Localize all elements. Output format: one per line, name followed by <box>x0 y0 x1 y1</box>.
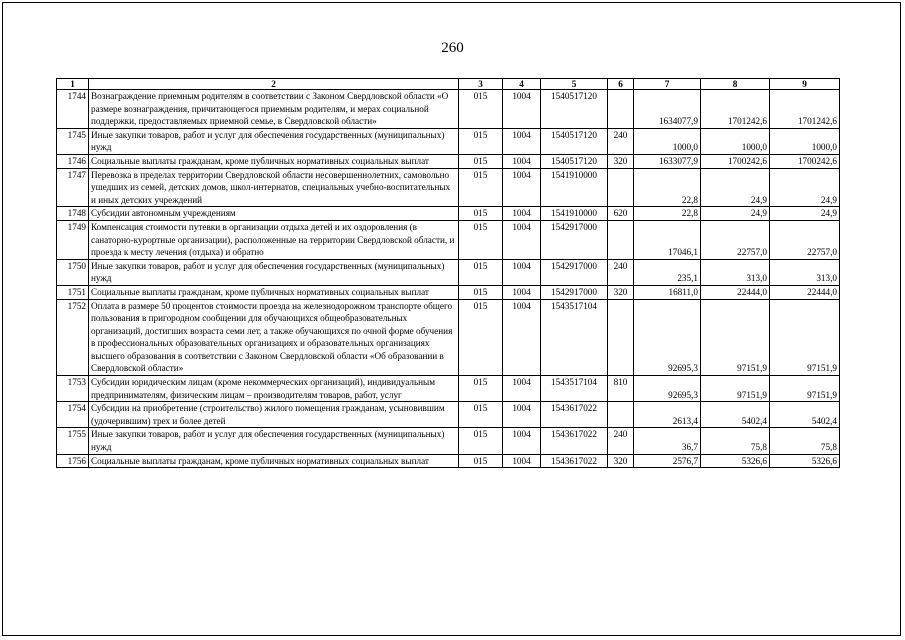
amount-col7-cell: 92695,3 <box>634 376 701 402</box>
department-code-cell: 015 <box>459 299 503 376</box>
section-code-cell: 1004 <box>503 220 541 259</box>
description-cell: Оплата в размере 50 процентов стоимости проезда на железнодорожном транспорте общего пользования в пригородном сообщении для обучающихся общеобразовательных организаций, достигших возраста семи лет, а также обучающихся по очной форме обучения в профессиональных образовательных организациях и образовательных организациях высшего образования в соответствии с Законом Свердловской области «Об образовании в Свердловской области» <box>89 299 459 376</box>
target-article-cell: 1543617022 <box>541 428 608 454</box>
amount-col7-cell: 2613,4 <box>634 402 701 428</box>
column-header: 2 <box>89 79 459 90</box>
expense-type-cell: 620 <box>608 207 634 221</box>
amount-col7-cell: 22,8 <box>634 207 701 221</box>
expense-type-cell <box>608 220 634 259</box>
column-header: 1 <box>57 79 89 90</box>
description-cell: Субсидии на приобретение (строительство) жилого помещения гражданам, усыновившим (удочерившим) трех и более детей <box>89 402 459 428</box>
description-cell: Субсидии юридическим лицам (кроме некоммерческих организаций), индивидуальным предпринимателям, физическим лицам – производителям товаров, работ, услуг <box>89 376 459 402</box>
description-cell: Иные закупки товаров, работ и услуг для обеспечения государственных (муниципальных) нужд <box>89 428 459 454</box>
department-code-cell: 015 <box>459 259 503 285</box>
table-row <box>57 454 840 468</box>
expense-type-cell: 320 <box>608 285 634 299</box>
target-article-cell: 1543517104 <box>541 299 608 376</box>
description-cell: Субсидии автономным учреждениям <box>89 207 459 221</box>
amount-col7-cell: 16811,0 <box>634 285 701 299</box>
section-code-cell: 1004 <box>503 285 541 299</box>
page-number: 260 <box>441 40 464 56</box>
department-code-cell: 015 <box>459 154 503 168</box>
amount-col8-cell: 313,0 <box>701 259 770 285</box>
column-header: 8 <box>701 79 770 90</box>
row-number-cell: 1744 <box>57 90 89 129</box>
target-article-cell: 1542917000 <box>541 220 608 259</box>
amount-col8-cell: 22757,0 <box>701 220 770 259</box>
row-number-cell: 1751 <box>57 285 89 299</box>
amount-col8-cell: 97151,9 <box>701 299 770 376</box>
description-cell: Социальные выплаты гражданам, кроме публичных нормативных социальных выплат <box>89 454 459 468</box>
expense-type-cell: 320 <box>608 154 634 168</box>
table-row <box>57 207 840 221</box>
budget-table <box>56 78 840 468</box>
amount-col9-cell: 24,9 <box>770 168 840 207</box>
section-code-cell: 1004 <box>503 154 541 168</box>
column-header: 9 <box>770 79 840 90</box>
row-number-cell: 1745 <box>57 128 89 154</box>
amount-col9-cell: 1700242,6 <box>770 154 840 168</box>
amount-col9-cell: 5402,4 <box>770 402 840 428</box>
amount-col9-cell: 22757,0 <box>770 220 840 259</box>
target-article-cell: 1542917000 <box>541 285 608 299</box>
section-code-cell: 1004 <box>503 90 541 129</box>
expense-type-cell <box>608 299 634 376</box>
table-row <box>57 168 840 207</box>
section-code-cell: 1004 <box>503 376 541 402</box>
amount-col7-cell: 22,8 <box>634 168 701 207</box>
amount-col9-cell: 313,0 <box>770 259 840 285</box>
amount-col8-cell: 22444,0 <box>701 285 770 299</box>
row-number-cell: 1753 <box>57 376 89 402</box>
row-number-cell: 1746 <box>57 154 89 168</box>
amount-col8-cell: 97151,9 <box>701 376 770 402</box>
amount-col9-cell: 97151,9 <box>770 299 840 376</box>
section-code-cell: 1004 <box>503 402 541 428</box>
department-code-cell: 015 <box>459 90 503 129</box>
amount-col9-cell: 24,9 <box>770 207 840 221</box>
expense-type-cell: 240 <box>608 428 634 454</box>
expense-type-cell: 240 <box>608 128 634 154</box>
amount-col7-cell: 235,1 <box>634 259 701 285</box>
section-code-cell: 1004 <box>503 168 541 207</box>
amount-col8-cell: 24,9 <box>701 207 770 221</box>
amount-col9-cell: 5326,6 <box>770 454 840 468</box>
target-article-cell: 1543617022 <box>541 454 608 468</box>
amount-col8-cell: 1701242,6 <box>701 90 770 129</box>
section-code-cell: 1004 <box>503 259 541 285</box>
department-code-cell: 015 <box>459 402 503 428</box>
section-code-cell: 1004 <box>503 207 541 221</box>
amount-col8-cell: 5402,4 <box>701 402 770 428</box>
description-cell: Компенсация стоимости путевки в организации отдыха детей и их оздоровления (в санаторно-курортные организации), расположенные на территории Свердловской области, и проезда к месту лечения (отдыха) и обратно <box>89 220 459 259</box>
expense-type-cell: 240 <box>608 259 634 285</box>
expense-type-cell <box>608 90 634 129</box>
expense-type-cell <box>608 168 634 207</box>
target-article-cell: 1541910000 <box>541 207 608 221</box>
amount-col9-cell: 1000,0 <box>770 128 840 154</box>
description-cell: Иные закупки товаров, работ и услуг для обеспечения государственных (муниципальных) нужд <box>89 259 459 285</box>
target-article-cell: 1543517104 <box>541 376 608 402</box>
row-number-cell: 1755 <box>57 428 89 454</box>
table-row <box>57 220 840 259</box>
expense-type-cell: 320 <box>608 454 634 468</box>
amount-col9-cell: 97151,9 <box>770 376 840 402</box>
description-cell: Социальные выплаты гражданам, кроме публичных нормативных социальных выплат <box>89 154 459 168</box>
section-code-cell: 1004 <box>503 299 541 376</box>
target-article-cell: 1542917000 <box>541 259 608 285</box>
amount-col7-cell: 92695,3 <box>634 299 701 376</box>
amount-col7-cell: 17046,1 <box>634 220 701 259</box>
table-row <box>57 154 840 168</box>
amount-col8-cell: 1000,0 <box>701 128 770 154</box>
amount-col7-cell: 1634077,9 <box>634 90 701 129</box>
target-article-cell: 1543617022 <box>541 402 608 428</box>
amount-col9-cell: 1701242,6 <box>770 90 840 129</box>
amount-col7-cell: 36,7 <box>634 428 701 454</box>
description-cell: Перевозка в пределах территории Свердловской области несовершеннолетних, самовольно ушедших из семей, детских домов, школ-интернатов, специальных учебно-воспитательных и иных детских учреждений <box>89 168 459 207</box>
description-cell: Вознаграждение приемным родителям в соответствии с Законом Свердловской области «О размере вознаграждения, причитающегося приемным родителям, и мерах социальной поддержки, предоставляемых приемной семье, в Свердловской области» <box>89 90 459 129</box>
amount-col7-cell: 1000,0 <box>634 128 701 154</box>
row-number-cell: 1748 <box>57 207 89 221</box>
table-row <box>57 299 840 376</box>
department-code-cell: 015 <box>459 168 503 207</box>
table-row <box>57 90 840 129</box>
section-code-cell: 1004 <box>503 454 541 468</box>
row-number-cell: 1749 <box>57 220 89 259</box>
header-row <box>57 79 840 90</box>
table-row <box>57 402 840 428</box>
amount-col9-cell: 22444,0 <box>770 285 840 299</box>
section-code-cell: 1004 <box>503 428 541 454</box>
target-article-cell: 1540517120 <box>541 90 608 129</box>
row-number-cell: 1747 <box>57 168 89 207</box>
amount-col9-cell: 75,8 <box>770 428 840 454</box>
row-number-cell: 1752 <box>57 299 89 376</box>
amount-col7-cell: 2576,7 <box>634 454 701 468</box>
description-cell: Иные закупки товаров, работ и услуг для обеспечения государственных (муниципальных) нужд <box>89 128 459 154</box>
table-row <box>57 128 840 154</box>
table-row <box>57 428 840 454</box>
department-code-cell: 015 <box>459 428 503 454</box>
section-code-cell: 1004 <box>503 128 541 154</box>
row-number-cell: 1750 <box>57 259 89 285</box>
description-cell: Социальные выплаты гражданам, кроме публичных нормативных социальных выплат <box>89 285 459 299</box>
column-header: 6 <box>608 79 634 90</box>
table-row <box>57 376 840 402</box>
amount-col8-cell: 24,9 <box>701 168 770 207</box>
target-article-cell: 1541910000 <box>541 168 608 207</box>
department-code-cell: 015 <box>459 207 503 221</box>
amount-col8-cell: 75,8 <box>701 428 770 454</box>
column-header: 7 <box>634 79 701 90</box>
department-code-cell: 015 <box>459 220 503 259</box>
table-row <box>57 285 840 299</box>
expense-type-cell: 810 <box>608 376 634 402</box>
table-row <box>57 259 840 285</box>
row-number-cell: 1756 <box>57 454 89 468</box>
department-code-cell: 015 <box>459 128 503 154</box>
target-article-cell: 1540517120 <box>541 154 608 168</box>
column-header: 5 <box>541 79 608 90</box>
expense-type-cell <box>608 402 634 428</box>
target-article-cell: 1540517120 <box>541 128 608 154</box>
department-code-cell: 015 <box>459 454 503 468</box>
department-code-cell: 015 <box>459 376 503 402</box>
amount-col8-cell: 1700242,6 <box>701 154 770 168</box>
row-number-cell: 1754 <box>57 402 89 428</box>
amount-col7-cell: 1633077,9 <box>634 154 701 168</box>
column-header: 4 <box>503 79 541 90</box>
department-code-cell: 015 <box>459 285 503 299</box>
amount-col8-cell: 5326,6 <box>701 454 770 468</box>
column-header: 3 <box>459 79 503 90</box>
